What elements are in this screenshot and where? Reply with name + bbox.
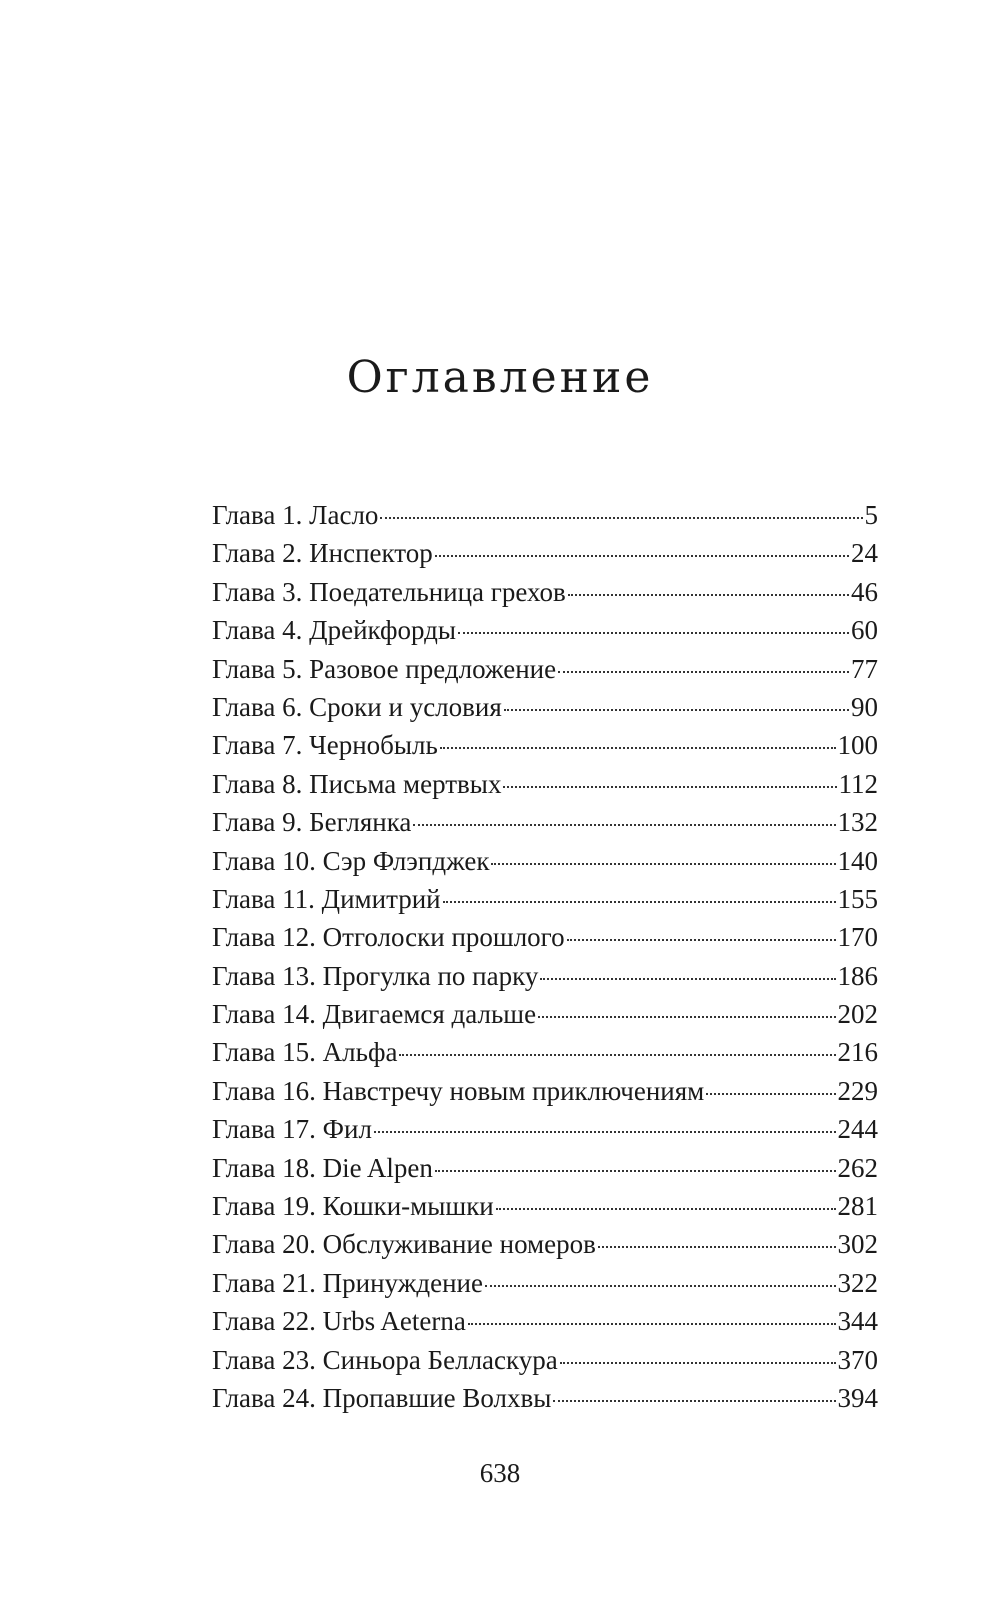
toc-chapter-title: Глава 3. Поедательница грехов: [212, 576, 566, 607]
toc-leader-dots: [468, 1323, 836, 1325]
toc-page-number: 262: [837, 1152, 878, 1183]
toc-leader-dots: [435, 1170, 836, 1172]
toc-chapter-title: Глава 24. Пропавшие Волхвы: [212, 1382, 552, 1413]
toc-page-number: 5: [864, 500, 878, 530]
page-number: 638: [479, 1458, 521, 1488]
toc-leader-dots: [706, 1093, 835, 1095]
toc-entry[interactable]: [212, 1268, 878, 1306]
table-of-contents: [212, 500, 878, 1421]
toc-chapter-title: Глава 9. Беглянка: [212, 807, 412, 838]
toc-entry[interactable]: [212, 654, 878, 692]
toc-chapter-title: Глава 20. Обслуживание номеров: [212, 1229, 596, 1260]
toc-entry[interactable]: [212, 807, 878, 845]
toc-leader-dots: [504, 709, 849, 711]
toc-leader-dots: [538, 1016, 835, 1018]
toc-chapter-title: Глава 8. Письма мертвых: [212, 768, 502, 799]
toc-page-number: 229: [837, 1075, 878, 1106]
toc-page-number: 394: [837, 1382, 878, 1413]
toc-leader-dots: [491, 863, 835, 865]
toc-chapter-title: Глава 2. Инспектор: [212, 538, 433, 569]
toc-leader-dots: [567, 939, 836, 941]
toc-chapter-title: Глава 18. Die Alpen: [212, 1152, 433, 1183]
toc-chapter-title: Глава 21. Принуждение: [212, 1267, 483, 1298]
toc-chapter-title: Глава 22. Urbs Aeterna: [212, 1306, 466, 1337]
toc-leader-dots: [485, 1285, 836, 1287]
toc-leader-dots: [560, 1362, 836, 1364]
toc-entry[interactable]: [212, 922, 878, 960]
toc-page-number: 112: [838, 768, 878, 799]
toc-page-number: 344: [837, 1306, 878, 1337]
toc-entry[interactable]: [212, 615, 878, 653]
toc-page-number: 370: [837, 1344, 878, 1375]
toc-entry[interactable]: [212, 1345, 878, 1383]
toc-chapter-title: Глава 16. Навстречу новым приключениям: [212, 1075, 705, 1106]
toc-chapter-title: Глава 1. Ласло: [212, 500, 379, 530]
toc-entry[interactable]: [212, 1037, 878, 1075]
toc-page-number: 46: [851, 576, 878, 607]
toc-entry[interactable]: [212, 577, 878, 615]
toc-chapter-title: Глава 17. Фил: [212, 1114, 372, 1145]
toc-chapter-title: Глава 7. Чернобыль: [212, 730, 438, 761]
toc-entry[interactable]: [212, 1383, 878, 1421]
toc-leader-dots: [458, 632, 849, 634]
toc-leader-dots: [558, 671, 849, 673]
toc-entry[interactable]: [212, 999, 878, 1037]
page-title: Оглавление: [346, 352, 654, 403]
toc-page-number: 216: [837, 1037, 878, 1068]
toc-page-number: 170: [837, 922, 878, 953]
toc-chapter-title: Глава 15. Альфа: [212, 1037, 398, 1068]
toc-page-number: 202: [837, 999, 878, 1030]
toc-leader-dots: [435, 555, 849, 557]
toc-entry[interactable]: [212, 500, 878, 538]
toc-page-number: 322: [837, 1267, 878, 1298]
toc-page-number: 132: [837, 807, 878, 838]
toc-page-number: 155: [837, 883, 878, 914]
toc-chapter-title: Глава 23. Синьора Белласкура: [212, 1344, 558, 1375]
toc-leader-dots: [399, 1054, 835, 1056]
toc-entry[interactable]: [212, 1229, 878, 1267]
toc-leader-dots: [540, 978, 835, 980]
toc-entry[interactable]: [212, 846, 878, 884]
toc-chapter-title: Глава 6. Сроки и условия: [212, 691, 502, 722]
toc-entry[interactable]: [212, 538, 878, 576]
toc-page-number: 100: [837, 730, 878, 761]
toc-leader-dots: [413, 824, 835, 826]
toc-chapter-title: Глава 19. Кошки-мышки: [212, 1191, 494, 1222]
toc-leader-dots: [598, 1246, 836, 1248]
toc-leader-dots: [568, 594, 849, 596]
toc-entry[interactable]: [212, 769, 878, 807]
toc-page-number: 281: [837, 1191, 878, 1222]
toc-entry[interactable]: [212, 1153, 878, 1191]
toc-page-number: 244: [837, 1114, 878, 1145]
toc-chapter-title: Глава 14. Двигаемся дальше: [212, 999, 537, 1030]
toc-leader-dots: [380, 517, 862, 519]
toc-entry[interactable]: [212, 1191, 878, 1229]
toc-leader-dots: [553, 1400, 835, 1402]
toc-chapter-title: Глава 13. Прогулка по парку: [212, 960, 539, 991]
toc-leader-dots: [503, 786, 836, 788]
toc-leader-dots: [440, 747, 836, 749]
toc-page-number: 186: [837, 960, 878, 991]
toc-leader-dots: [443, 901, 836, 903]
toc-chapter-title: Глава 10. Сэр Флэпджек: [212, 845, 490, 876]
toc-chapter-title: Глава 11. Димитрий: [212, 883, 441, 914]
toc-page-number: 302: [837, 1229, 878, 1260]
toc-entry[interactable]: [212, 961, 878, 999]
toc-leader-dots: [496, 1208, 836, 1210]
toc-entry[interactable]: [212, 730, 878, 768]
toc-page-number: 77: [851, 653, 878, 684]
toc-entry[interactable]: [212, 1306, 878, 1344]
toc-entry[interactable]: [212, 1114, 878, 1152]
toc-chapter-title: Глава 4. Дрейкфорды: [212, 615, 456, 646]
toc-entry[interactable]: [212, 692, 878, 730]
toc-page-number: 60: [851, 615, 878, 646]
toc-entry[interactable]: [212, 884, 878, 922]
toc-page-number: 24: [851, 538, 878, 569]
toc-chapter-title: Глава 12. Отголоски прошлого: [212, 922, 565, 953]
toc-page-number: 140: [837, 845, 878, 876]
toc-chapter-title: Глава 5. Разовое предложение: [212, 653, 557, 684]
toc-leader-dots: [374, 1131, 836, 1133]
toc-page-number: 90: [851, 691, 878, 722]
toc-entry[interactable]: [212, 1076, 878, 1114]
